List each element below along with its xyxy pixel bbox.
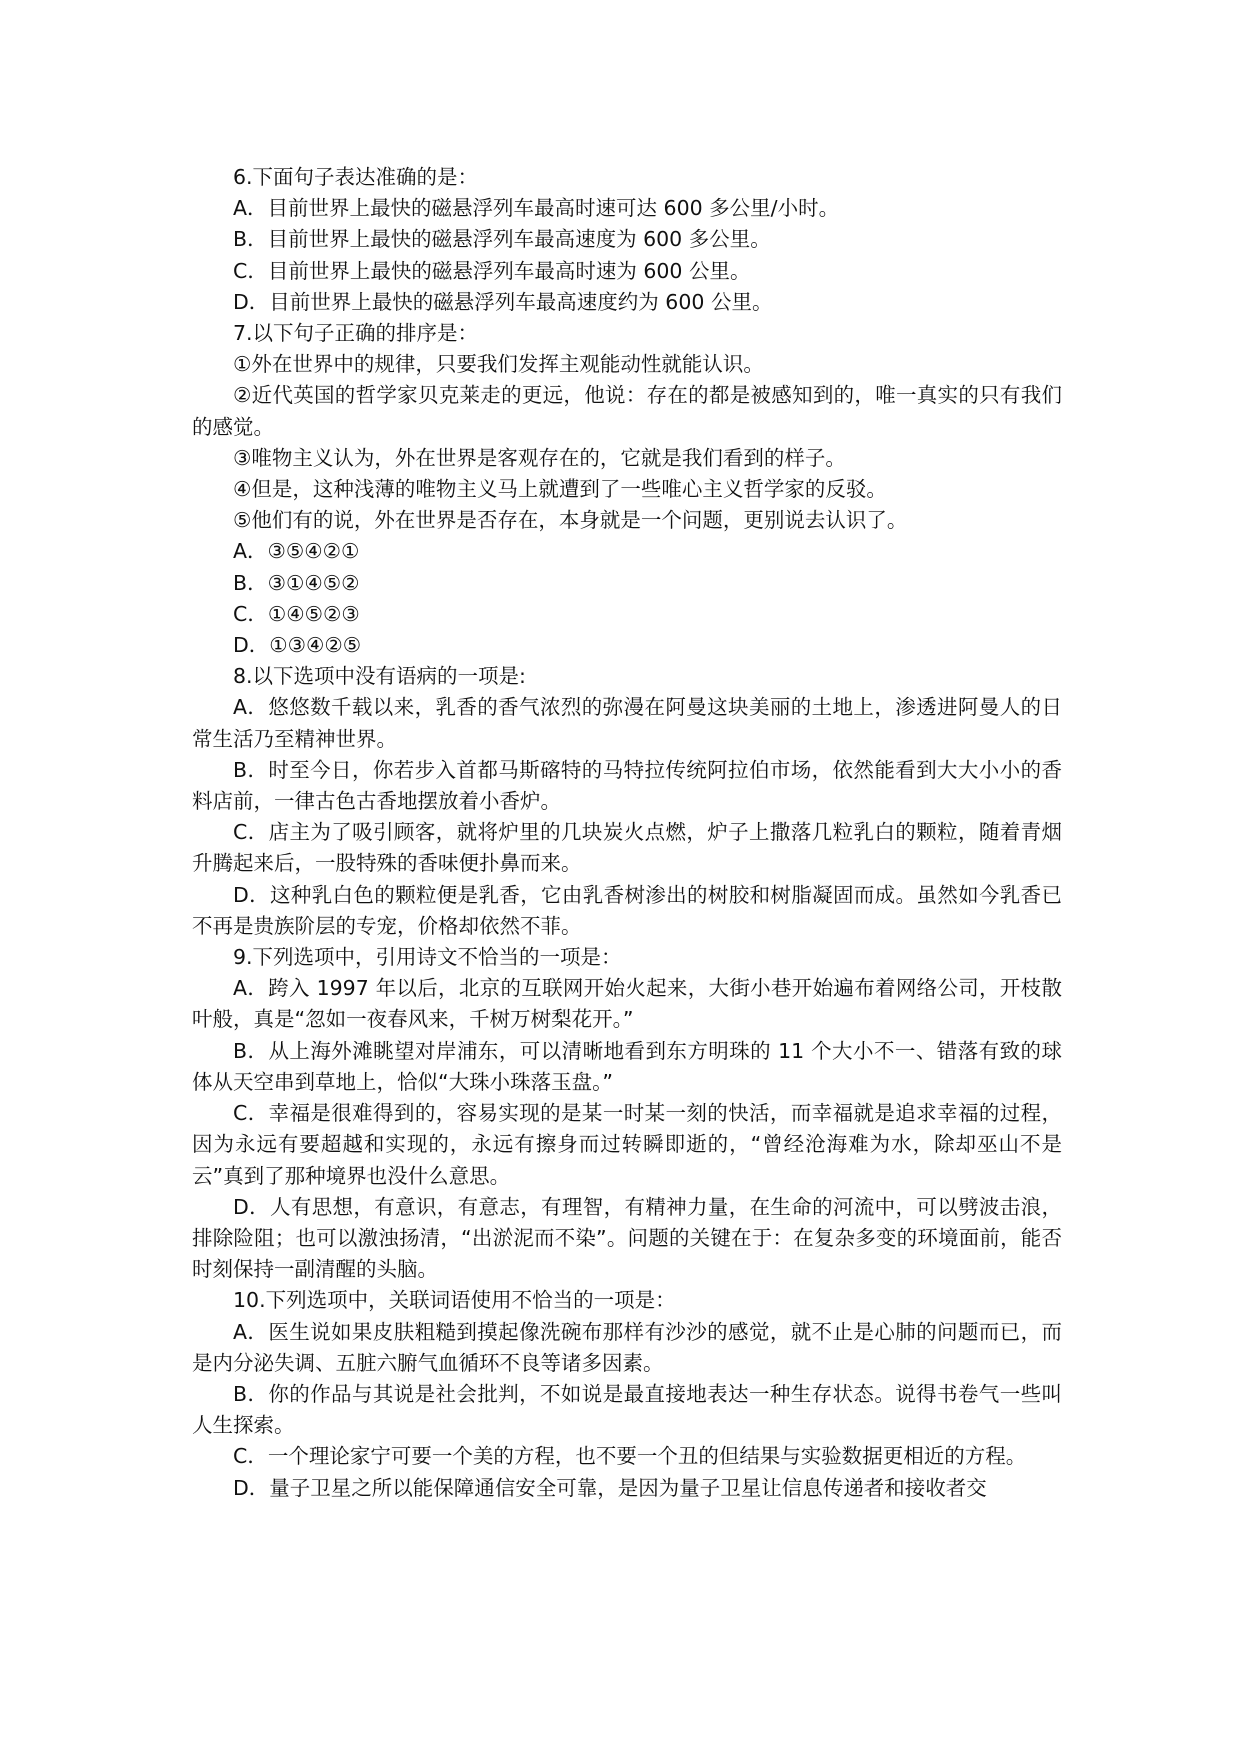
question-7-sentence-3: ③唯物主义认为，外在世界是客观存在的，它就是我们看到的样子。 [233,445,846,470]
question-9-option-c: C．幸福是很难得到的，容易实现的是某一时某一刻的快活，而幸福就是追求幸福的过程，因为永远有要超越和实现的，永远有擦身而过转瞬即逝的，“曾经沧海难为水，除却巫山不是云”真到了那种境界也没什么意思。 [192,1101,1062,1188]
question-7-sentence-2: ②近代英国的哲学家贝克莱走的更远，他说：存在的都是被感知到的，唯一真实的只有我们的感觉。 [192,383,1062,439]
question-7-option-a: A．③⑤④②① [233,539,360,564]
question-8-option-b: B．时至今日，你若步入首都马斯碦特的马特拉传统阿拉伯市场，依然能看到大大小小的香料店前，一律古色古香地摆放着小香炉。 [192,757,1062,814]
question-6-stem: 6.下面句子表达准确的是： [233,165,479,189]
document-body [192,162,1062,1504]
question-9-option-a: A．跨入 1997 年以后，北京的互联网开始火起来，大街小巷开始遍布着网络公司，开枝散叶般，真是“忽如一夜春风来，千树万树梨花开。” [192,976,1062,1032]
question-6-option-c: C．目前世界上最快的磁悬浮列车最高时速为 600 公里。 [233,258,751,283]
question-7-option-d: D．①③④②⑤ [233,633,362,658]
question-10-option-c: C．一个理论家宁可要一个美的方程，也不要一个丑的但结果与实验数据更相近的方程。 [233,1444,1027,1469]
question-7-sentence-1: ①外在世界中的规律，只要我们发挥主观能动性就能认识。 [233,352,764,377]
question-6-option-d: D．目前世界上最快的磁悬浮列车最高速度约为 600 公里。 [233,289,773,314]
question-7-sentence-4: ④但是，这种浅薄的唯物主义马上就遭到了一些唯心主义哲学家的反驳。 [233,477,887,502]
question-10-stem: 10.下列选项中，关联词语使用不恰当的一项是： [233,1288,676,1313]
question-8-option-d: D．这种乳白色的颗粒便是乳香，它由乳香树渗出的树胶和树脂凝固而成。虽然如今乳香已不再是贵族阶层的专宠，价格却依然不菲。 [192,882,1062,938]
question-7-sentence-5: ⑤他们有的说，外在世界是否存在，本身就是一个问题，更别说去认识了。 [233,508,908,533]
question-9-stem: 9.下列选项中，引用诗文不恰当的一项是： [233,945,622,970]
question-8-stem: 8.以下选项中没有语病的一项是: [233,664,526,689]
question-8-option-c: C．店主为了吸引顾客，就将炉里的几块炭火点燃，炉子上撒落几粒乳白的颗粒，随着青烟升腾起来后，一股特殊的香味便扑鼻而来。 [192,820,1062,876]
question-10-option-b: B．你的作品与其说是社会批判，不如说是最直接地表达一种生存状态。说得书卷气一些叫人生探索。 [192,1381,1062,1438]
question-7-option-c: C．①④⑤②③ [233,601,360,626]
question-10-option-d: D．量子卫星之所以能保障通信安全可靠，是因为量子卫星让信息传递者和接收者交 [233,1475,987,1500]
question-10-option-a: A．医生说如果皮肤粗糙到摸起像洗碗布那样有沙沙的感觉，就不止是心肺的问题而已，而是内分泌失调、五脏六腑气血循环不良等诸多因素。 [192,1319,1062,1375]
question-6-option-b: B．目前世界上最快的磁悬浮列车最高速度为 600 多公里。 [233,227,771,252]
question-7-option-b: B．③①④⑤② [233,570,360,595]
question-7-stem: 7.以下句子正确的排序是： [233,321,479,346]
question-6-option-a: A．目前世界上最快的磁悬浮列车最高时速可达 600 多公里/小时。 [233,196,840,221]
question-9-option-b: B．从上海外滩眺望对岸浦东，可以清晰地看到东方明珠的 11 个大小不一、错落有致的球体从天空串到草地上，恰似“大珠小珠落玉盘。” [192,1038,1062,1094]
question-8-option-a: A．悠悠数千载以来，乳香的香气浓烈的弥漫在阿曼这块美丽的土地上，渗透进阿曼人的日常生活乃至精神世界。 [192,695,1062,751]
question-9-option-d: D．人有思想，有意识，有意志，有理智，有精神力量，在生命的河流中，可以劈波击浪，排除险阻；也可以激浊扬清，“出淤泥而不染”。问题的关键在于：在复杂多变的环境面前，能否时刻保持一副清醒的头脑。 [192,1194,1062,1282]
